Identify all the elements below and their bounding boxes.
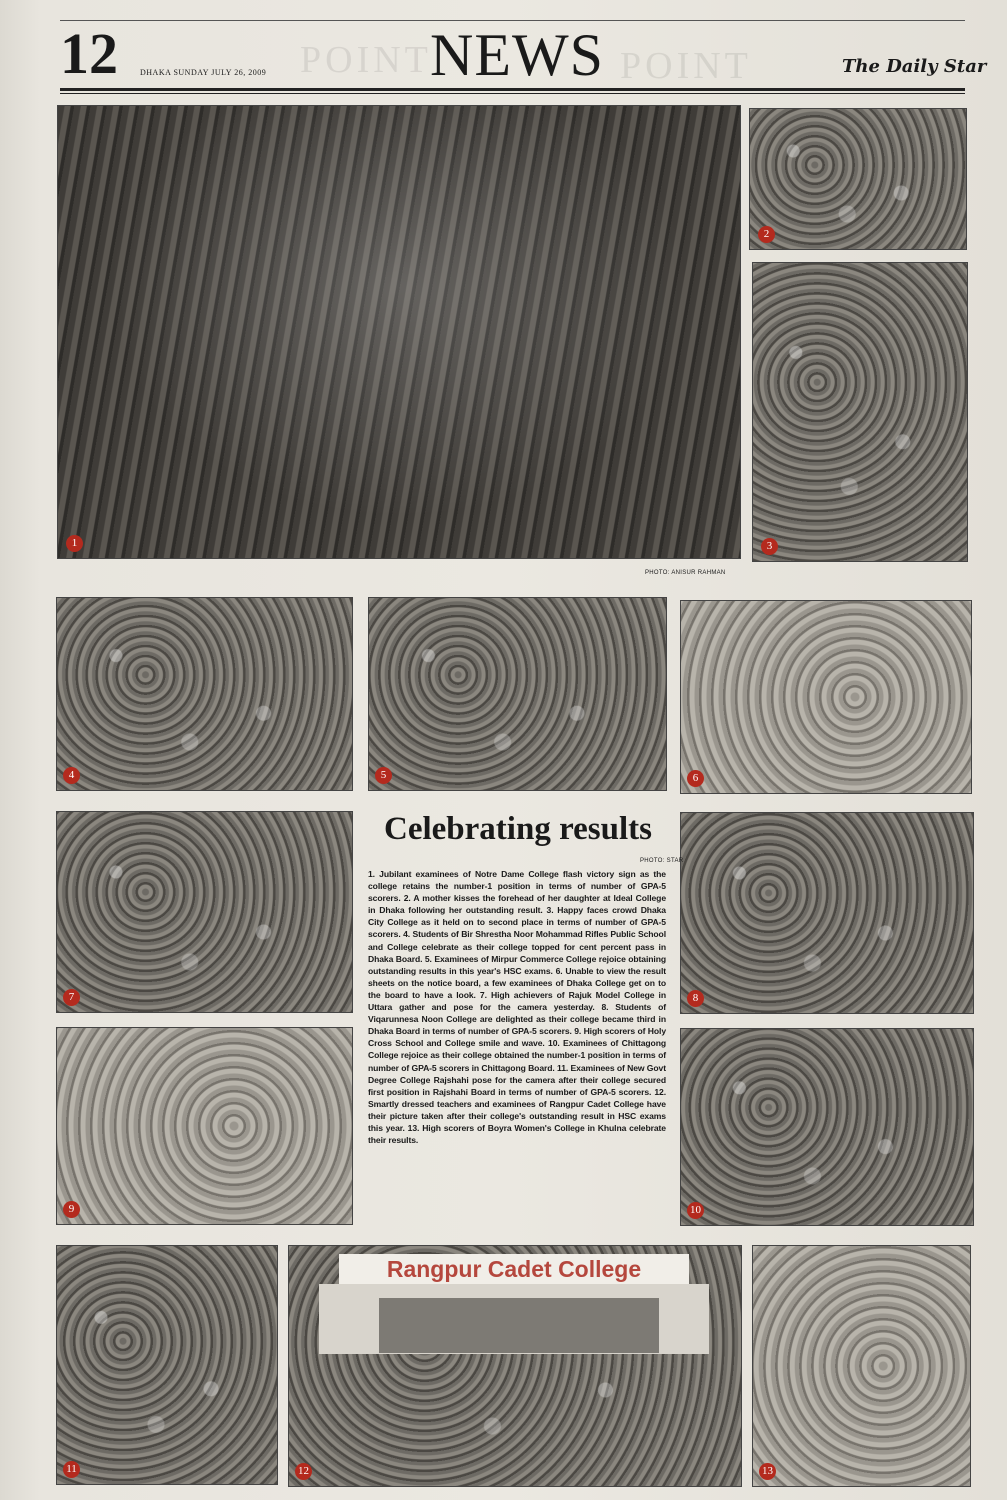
photo-number-badge: 4 [63,767,80,784]
photo-9 [56,1027,353,1225]
photo-7 [56,811,353,1013]
photo-11 [56,1245,278,1485]
story-caption: 1. Jubilant examinees of Notre Dame College flash victory sign as the college retains the number-1 position in terms of number of GPA-5 scorers. 2. A mother kisses the forehead of her daughter at Ideal College in Dhaka following her outstanding result. 3. Happy faces crowd Dhaka City College as it held on to second place in terms of number of GPA-5 scorers. 4. Students of Bir Shrestha Noor Mohammad Rifles Public School and College celebrate as their college topped for cent percent pass in Dhaka Board. 5. Examinees of Mirpur Commerce College rejoice obtaining outstanding results in this year's HSC exams. 6. Unable to view the result sheets on the notice board, a few examinees of Dhaka College get on to the board to have a look. 7. High achievers of Rajuk Model College in Uttara gather and pose for the camera yesterday. 8. Students of Viqarunnesa Noon College are delighted as their college became third in Dhaka Board in terms of number of GPA-5 scorers. 9. High scorers of Holy Cross School and College smile and wave. 10. Examinees of Chittagong College rejoice as their college obtained the number-1 position in terms of number of GPA-5 scorers in Chittagong Board. 11. Examinees of New Govt Degree College Rajshahi pose for the camera after their college secured first position in Rajshahi Board in terms of number of GPA-5 scorers. 12. Smartly dressed teachers and examinees of Rangpur Cadet College have their picture taken after their college's outstanding result in HSC exams this year. 13. High scorers of Boyra Women's College in Khulna celebrate their results. [368,869,666,1146]
photo-number-badge: 10 [687,1202,704,1219]
photo-2 [749,108,967,250]
photo-5 [368,597,667,791]
photo-number-badge: 9 [63,1201,80,1218]
photo-number-badge: 13 [759,1463,776,1480]
story-headline: Celebrating results [384,811,652,847]
photo-4 [56,597,353,791]
story-photo-credit: PHOTO: STAR [640,858,684,864]
top-rule [60,20,965,21]
page-number: 12 [60,21,118,86]
photo-number-badge: 8 [687,990,704,1007]
photo-number-badge: 6 [687,770,704,787]
photo-number-badge: 11 [63,1461,80,1478]
photo-number-badge: 7 [63,989,80,1006]
photo-13 [752,1245,971,1487]
photo-6 [680,600,972,794]
photo-number-badge: 3 [761,538,778,555]
photo-credit: PHOTO: ANISUR RAHMAN [645,570,726,576]
bleed-through-text: POINT [620,45,752,87]
bleed-through-text: POINT [300,39,432,81]
photo-1 [57,105,741,559]
photo-number-badge: 5 [375,767,392,784]
photo-number-badge: 12 [295,1463,312,1480]
photo-10 [680,1028,974,1226]
photo-number-badge: 1 [66,535,83,552]
section-title: NEWS [430,22,604,88]
masthead-rule [60,88,965,91]
photo-8 [680,812,974,1014]
dateline: DHAKA SUNDAY JULY 26, 2009 [140,68,267,77]
college-sign: Rangpur Cadet College [339,1254,689,1284]
photo-3 [752,262,968,562]
photo-12 [288,1245,742,1487]
masthead-logo: The Daily Star [842,56,987,77]
photo-number-badge: 2 [758,226,775,243]
building-entrance [379,1298,659,1353]
masthead-rule-thin [60,93,965,94]
